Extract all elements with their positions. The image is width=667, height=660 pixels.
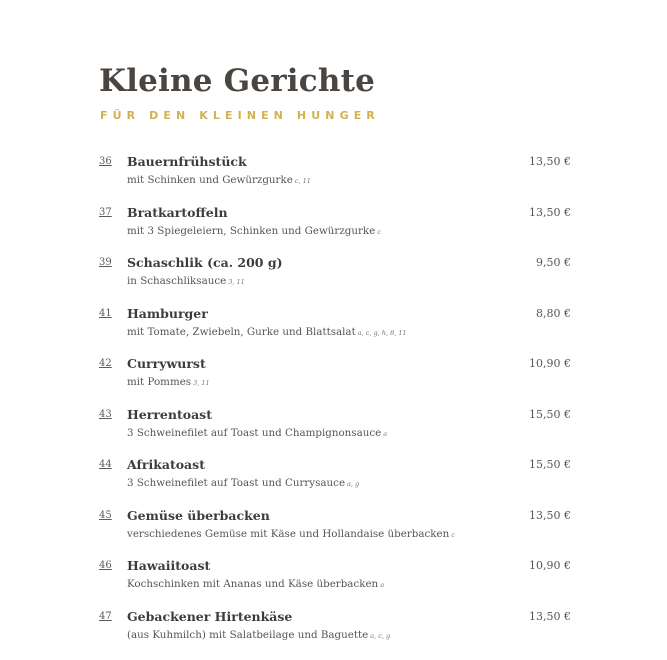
item-name: Herrentoast [127, 406, 212, 422]
menu-item [0, 508, 667, 559]
item-name: Schaschlik (ca. 200 g) [127, 255, 283, 270]
item-allergens: c [451, 530, 455, 539]
item-description-line [127, 225, 381, 237]
menu-item [0, 255, 667, 306]
item-description-line [127, 629, 390, 641]
item-number: 41 [99, 307, 112, 319]
item-description-line [127, 477, 359, 489]
item-description: in Schaschliksauce [127, 275, 227, 287]
item-allergens: a, c, g [370, 631, 391, 640]
menu-list [0, 154, 667, 659]
item-allergens: a, c, g, h, 8, 11 [357, 328, 407, 337]
item-description: mit Schinken und Gewürzgurke [127, 174, 293, 186]
item-price: 13,50 € [529, 205, 571, 219]
item-description: (aus Kuhmilch) mit Salatbeilage und Baguette [127, 628, 369, 641]
item-number: 36 [99, 156, 112, 167]
item-number: 45 [99, 509, 112, 521]
item-description-line [127, 275, 245, 287]
page-subtitle: FÜR DEN KLEINEN HUNGER [100, 109, 380, 122]
item-allergens: 3, 11 [228, 278, 245, 286]
menu-item [0, 457, 667, 508]
menu-item [0, 407, 667, 458]
menu-item [0, 558, 667, 609]
item-name: Hamburger [127, 305, 208, 321]
item-description-line [127, 427, 387, 439]
item-allergens: 3, 11 [193, 379, 210, 387]
item-price: 10,90 € [529, 357, 571, 370]
menu-item [0, 356, 667, 407]
item-description: mit 3 Spiegeleiern, Schinken und Gewürzgurke [127, 224, 376, 237]
item-number: 47 [99, 610, 112, 622]
menu-item [0, 205, 667, 256]
item-price: 13,50 € [529, 508, 571, 522]
item-description: mit Pommes [127, 376, 192, 388]
item-description: 3 Schweinefilet auf Toast und Currysauce [127, 477, 346, 489]
item-price: 15,50 € [529, 458, 571, 471]
item-description: mit Tomate, Zwiebeln, Gurke und Blattsalat [127, 325, 356, 338]
item-price: 8,80 € [536, 306, 571, 320]
item-description-line [127, 376, 210, 388]
item-price: 9,50 € [536, 256, 571, 269]
menu-item [0, 306, 667, 357]
item-number: 42 [99, 358, 112, 369]
item-description-line [127, 326, 407, 338]
item-description-line [127, 578, 384, 590]
item-allergens: c, 11 [294, 177, 311, 185]
item-description-line [127, 528, 455, 540]
item-number: 44 [99, 459, 112, 470]
item-price: 13,50 € [529, 155, 571, 168]
item-name: Bratkartoffeln [127, 204, 228, 220]
item-number: 39 [99, 257, 112, 268]
item-number: 37 [99, 206, 112, 218]
item-name: Gemüse überbacken [127, 507, 270, 523]
item-price: 15,50 € [529, 407, 571, 421]
item-name: Hawaiitoast [127, 558, 211, 573]
item-price: 13,50 € [529, 609, 571, 623]
item-description: 3 Schweinefilet auf Toast und Champignonsauce [127, 426, 382, 439]
item-price: 10,90 € [529, 559, 571, 572]
item-description: Kochschinken mit Ananas und Käse überbacken [127, 578, 379, 590]
item-description-line [127, 174, 311, 186]
menu-item [0, 609, 667, 660]
item-name: Bauernfrühstück [127, 154, 247, 169]
item-allergens: a [380, 581, 385, 589]
item-allergens: a [383, 429, 388, 438]
item-name: Currywurst [127, 356, 206, 371]
item-number: 46 [99, 560, 112, 571]
item-number: 43 [99, 408, 112, 420]
item-allergens: c [377, 227, 381, 236]
menu-item [0, 154, 667, 205]
item-allergens: a, g [347, 480, 360, 488]
item-name: Gebackener Hirtenkäse [127, 608, 293, 624]
item-description: verschiedenes Gemüse mit Käse und Hollandaise überbacken [127, 527, 450, 540]
page-title: Kleine Gerichte [99, 63, 376, 99]
item-name: Afrikatoast [127, 457, 205, 472]
